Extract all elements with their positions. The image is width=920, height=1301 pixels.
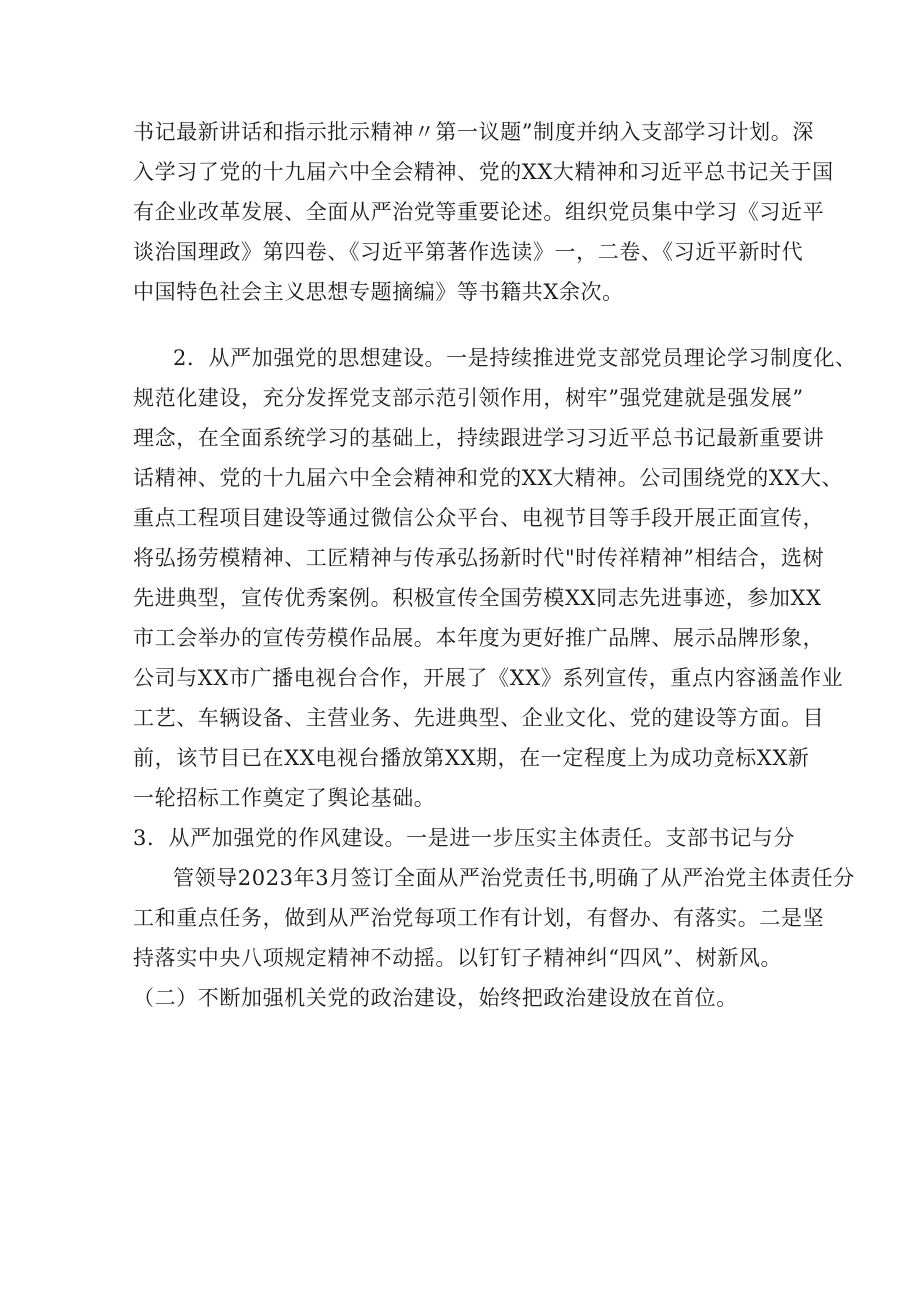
text-line: 工艺、车辆设备、主营业务、先进典型、企业文化、党的建设等方面。目 bbox=[133, 706, 825, 730]
paragraph-heading: 2．从严加强党的思想建设。一是持续推进党支部党员理论学习制度化、 bbox=[173, 346, 857, 370]
text-line: 入学习了党的十九届六中全会精神、党的XX大精神和习近平总书记关于国 bbox=[133, 160, 834, 184]
paragraph-heading: 管领导2023年3月签订全面从严治党责任书,明确了从严治党主体责任分 bbox=[173, 866, 855, 890]
text-line: 前，该节目已在XX电视台播放第XX期，在一定程度上为成功竞标XX新 bbox=[133, 746, 810, 770]
text-line: 工和重点任务，做到从严治党每项工作有计划，有督办、有落实。二是坚 bbox=[133, 906, 825, 930]
text-line: 书记最新讲话和指示批示精神〃第一议题”制度并纳入支部学习计划。深 bbox=[133, 120, 814, 144]
text-line: 话精神、党的十九届六中全会精神和党的XX大精神。公司围绕党的XX大、 bbox=[133, 466, 844, 490]
text-line: 先进典型，宣传优秀案例。积极宣传全国劳模XX同志先进事迹，参加XX bbox=[133, 586, 822, 610]
text-line: 持落实中央八项规定精神不动摇。以钉钉子精神纠“四风”、树新风。 bbox=[133, 946, 783, 970]
text-line: 规范化建设，充分发挥党支部示范引领作用，树牢”强党建就是强发展” bbox=[133, 386, 804, 410]
text-line: 市工会举办的宣传劳模作品展。本年度为更好推广品牌、展示品牌形象， bbox=[133, 626, 825, 650]
text-line: 重点工程项目建设等通过微信公众平台、电视节目等手段开展正面宣传， bbox=[133, 506, 825, 530]
text-line: 理念，在全面系统学习的基础上，持续跟进学习习近平总书记最新重要讲 bbox=[133, 426, 825, 450]
text-line: （二）不断加强机关党的政治建设，始终把政治建设放在首位。 bbox=[133, 986, 738, 1010]
text-line: 一轮招标工作奠定了舆论基础。 bbox=[133, 786, 436, 810]
text-line: 公司与XX市广播电视台合作，开展了《XX》系列宣传，重点内容涵盖作业 bbox=[133, 666, 844, 690]
text-line: 谈治国理政》第四卷、《习近平第著作选读》一，二卷、《习近平新时代 bbox=[133, 240, 804, 264]
text-line: 中国特色社会主义思想专题摘编》等书籍共X余次。 bbox=[133, 280, 624, 304]
text-line: 3．从严加强党的作风建设。一是进一步压实主体责任。支部书记与分 bbox=[133, 826, 795, 850]
text-line: 将弘扬劳模精神、工匠精神与传承弘扬新时代"时传祥精神”相结合，选树 bbox=[133, 546, 825, 570]
text-line: 有企业改革发展、全面从严治党等重要论述。组织党员集中学习《习近平 bbox=[133, 200, 825, 224]
